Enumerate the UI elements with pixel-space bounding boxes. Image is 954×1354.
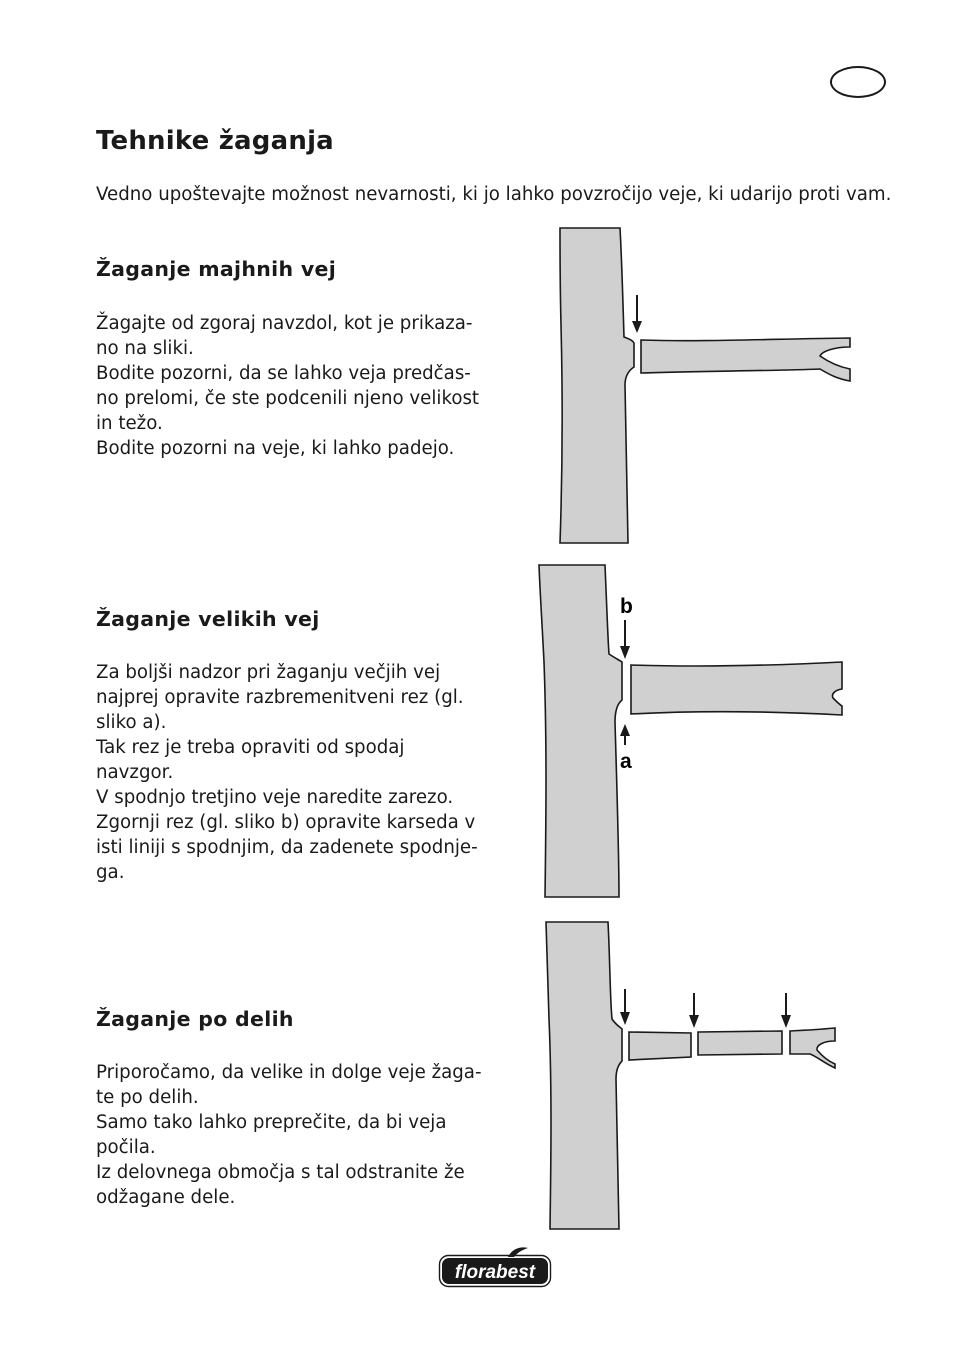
text-line: navzgor. (96, 762, 174, 783)
tree-trunk (560, 228, 634, 543)
text-line: V spodnjo tretjino veje naredite zarezo. (96, 787, 454, 808)
text-line: Bodite pozorni na veje, ki lahko padejo. (96, 438, 455, 459)
section-text-small-branches (96, 311, 496, 461)
text-line: Žagajte od zgoraj navzdol, kot je prikaza- (96, 313, 473, 334)
tree-trunk (546, 922, 622, 1229)
text-line: in težo. (96, 413, 163, 434)
figure-cut-in-parts (540, 919, 845, 1235)
text-line: Priporočamo, da velike in dolge veje žaga- (96, 1062, 482, 1083)
page-title: Tehnike žaganja (96, 126, 334, 156)
section-text-large-branches (96, 660, 496, 885)
down-arrow-icon (781, 993, 791, 1028)
section-heading-cut-in-parts: Žaganje po delih (96, 1007, 294, 1031)
up-arrow-icon (620, 724, 630, 745)
branch-section (629, 1032, 691, 1060)
intro-text: Vedno upoštevajte možnost nevarnosti, ki jo lahko povzročijo veje, ki udarijo proti vam. (96, 184, 892, 205)
figure-label-b: b (620, 595, 633, 618)
section-heading-large-branches: Žaganje velikih vej (96, 607, 320, 631)
text-line: sliko a). (96, 712, 167, 733)
text-line: Samo tako lahko preprečite, da bi veja (96, 1112, 447, 1133)
text-line: no na sliki. (96, 338, 194, 359)
language-badge (830, 66, 886, 98)
figure-small-branch-cut (550, 225, 860, 547)
section-heading-small-branches: Žaganje majhnih vej (96, 257, 337, 281)
text-line: te po delih. (96, 1087, 199, 1108)
down-arrow-icon (632, 295, 642, 333)
text-line: Bodite pozorni, da se lahko veja predčas- (96, 363, 471, 384)
text-line: Za boljši nadzor pri žaganju večjih vej (96, 662, 441, 683)
down-arrow-icon (620, 620, 630, 659)
down-arrow-icon (620, 989, 630, 1025)
text-line: najprej opravite razbremenitveni rez (gl. (96, 687, 464, 708)
branch (631, 662, 842, 715)
text-line: odžagane dele. (96, 1187, 236, 1208)
figure-label-a: a (620, 750, 632, 773)
brand-logo-text: florabest (454, 1262, 536, 1283)
figure-large-branch-cut (535, 562, 850, 902)
text-line: počila. (96, 1137, 156, 1158)
text-line: Iz delovnega območja s tal odstranite že (96, 1162, 465, 1183)
text-line: ga. (96, 862, 125, 883)
section-text-cut-in-parts (96, 1060, 496, 1210)
text-line: no prelomi, če ste podcenili njeno velikost (96, 388, 480, 409)
text-line: Zgornji rez (gl. sliko b) opravite karseda v (96, 812, 476, 833)
text-line: Tak rez je treba opraviti od spodaj (96, 737, 405, 758)
down-arrow-icon (689, 993, 699, 1028)
branch-section (698, 1031, 782, 1055)
branch (641, 338, 850, 381)
text-line: isti liniji s spodnjim, da zadenete spodnje- (96, 837, 478, 858)
branch-section (790, 1028, 835, 1068)
tree-trunk (539, 565, 622, 897)
brand-logo (438, 1244, 552, 1289)
